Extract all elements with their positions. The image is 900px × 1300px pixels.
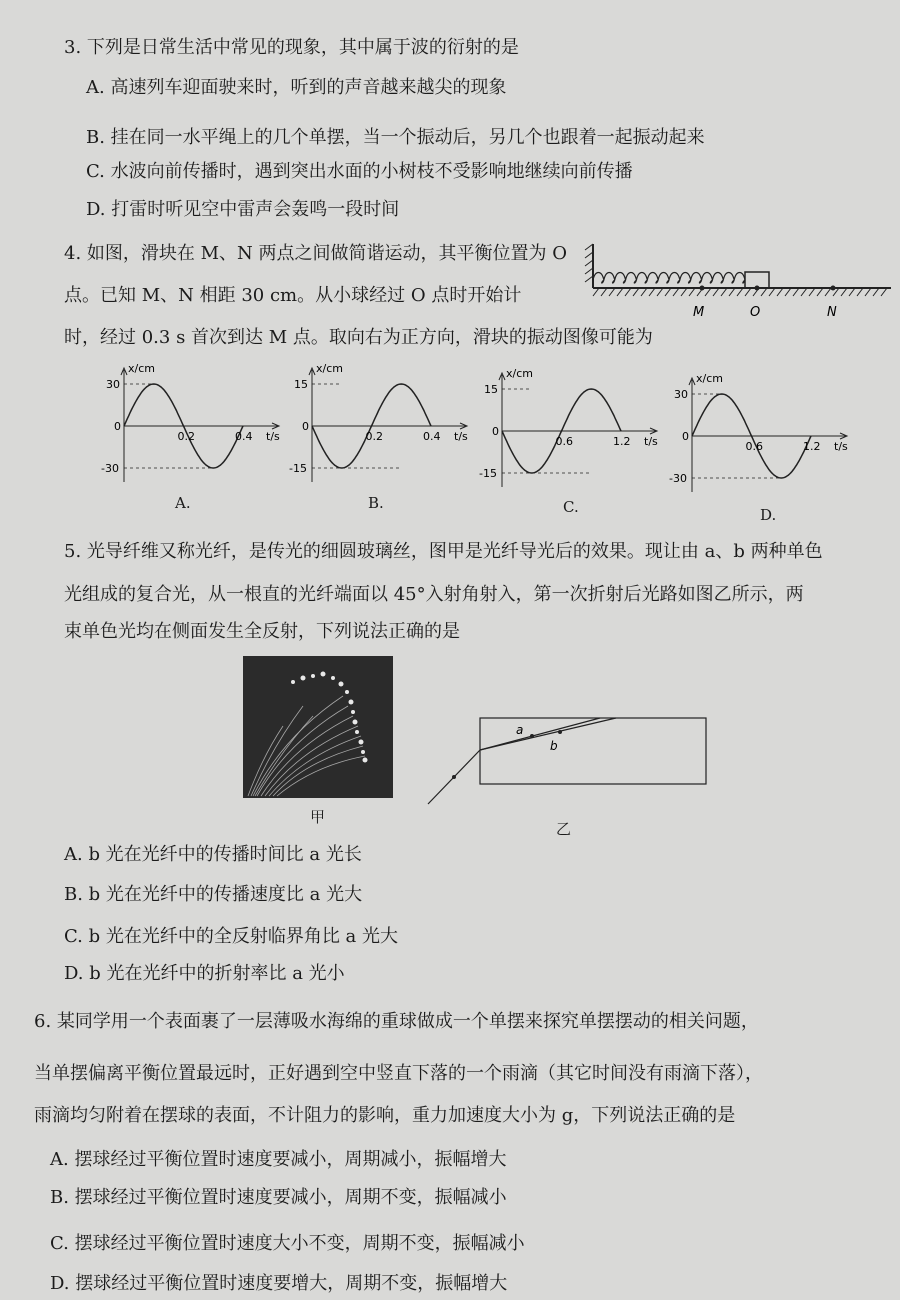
fiber-diagram-yi <box>420 712 720 807</box>
ytick-zero: 0 <box>492 425 499 438</box>
graph-a <box>101 360 287 490</box>
x-axis-label: t/s <box>834 440 848 453</box>
q5-stem-line1: 5. 光导纤维又称光纤，是传光的细圆玻璃丝，图甲是光纤导光后的效果。现让由 a、b 两种单色 <box>64 541 823 562</box>
ytick-top: 15 <box>294 378 308 391</box>
y-axis-label: x/cm <box>128 362 155 375</box>
point-n <box>831 286 836 291</box>
x-axis-label: t/s <box>266 430 280 443</box>
q6-stem-line3: 雨滴均匀附着在摆球的表面，不计阻力的影响，重力加速度大小为 g，下列说法正确的是 <box>34 1105 736 1126</box>
graph-b <box>289 360 475 490</box>
ytick-top: 15 <box>484 383 498 396</box>
xtick-end: 0.4 <box>235 430 253 443</box>
xtick-mid: 0.6 <box>745 440 763 453</box>
y-axis-label: x/cm <box>316 362 343 375</box>
q6-option-a: A. 摆球经过平衡位置时速度要减小，周期减小，振幅增大 <box>50 1149 507 1170</box>
q6-option-d: D. 摆球经过平衡位置时速度要增大，周期不变，振幅增大 <box>50 1273 508 1294</box>
q6-stem-line1: 6. 某同学用一个表面裹了一层薄吸水海绵的重球做成一个单摆来探究单摆摆动的相关问题， <box>34 1011 759 1032</box>
q3-option-d: D. 打雷时听见空中雷声会轰鸣一段时间 <box>86 199 400 220</box>
q5-option-d: D. b 光在光纤中的折射率比 a 光小 <box>64 963 345 984</box>
xtick-end: 0.4 <box>423 430 441 443</box>
graph-d-label: D. <box>760 506 777 524</box>
q4-stem-line3: 时，经过 0.3 s 首次到达 M 点。取向右为正方向，滑块的振动图像可能为 <box>64 327 653 348</box>
label-m: M <box>693 305 705 320</box>
ytick-top: 30 <box>106 378 120 391</box>
q4-stem-line2: 点。已知 M、N 相距 30 cm。从小球经过 O 点时开始计 <box>64 285 522 306</box>
x-axis-label: t/s <box>454 430 468 443</box>
graph-b-label: B. <box>368 494 384 512</box>
label-b: b <box>550 739 558 753</box>
xtick-end: 1.2 <box>613 435 631 448</box>
graph-a-label: A. <box>175 494 191 512</box>
graph-d <box>669 370 865 500</box>
y-axis-label: x/cm <box>696 372 723 385</box>
label-n: N <box>827 305 837 320</box>
q3-option-a: A. 高速列车迎面驶来时，听到的声音越来越尖的现象 <box>86 77 507 98</box>
q5-option-a: A. b 光在光纤中的传播时间比 a 光长 <box>64 844 362 865</box>
q6-stem-line2: 当单摆偏离平衡位置最远时，正好遇到空中竖直下落的一个雨滴（其它时间没有雨滴下落）， <box>34 1063 763 1084</box>
q5-option-b: B. b 光在光纤中的传播速度比 a 光大 <box>64 884 363 905</box>
point-o <box>755 286 760 291</box>
q4-stem-line1: 4. 如图，滑块在 M、N 两点之间做简谐运动，其平衡位置为 O <box>64 243 567 264</box>
ytick-zero: 0 <box>114 420 121 433</box>
ytick-zero: 0 <box>302 420 309 433</box>
q3-option-b: B. 挂在同一水平绳上的几个单摆，当一个振动后，另几个也跟着一起振动起来 <box>86 127 705 148</box>
ytick-top: 30 <box>674 388 688 401</box>
q5-stem-line3: 束单色光均在侧面发生全反射，下列说法正确的是 <box>64 621 460 642</box>
q6-option-c: C. 摆球经过平衡位置时速度大小不变，周期不变，振幅减小 <box>50 1233 525 1254</box>
q3-option-c: C. 水波向前传播时，遇到突出水面的小树枝不受影响地继续向前传播 <box>86 161 633 182</box>
x-axis-label: t/s <box>644 435 658 448</box>
ytick-bottom: -30 <box>669 472 687 485</box>
xtick-mid: 0.2 <box>365 430 383 443</box>
q3-stem: 3. 下列是日常生活中常见的现象，其中属于波的衍射的是 <box>64 37 519 58</box>
graph-c <box>479 365 665 495</box>
q5-stem-line2: 光组成的复合光，从一根直的光纤端面以 45°入射角射入，第一次折射后光路如图乙所示，两 <box>64 584 804 605</box>
ytick-bottom: -15 <box>289 462 307 475</box>
ytick-bottom: -30 <box>101 462 119 475</box>
fiber-photo-jia <box>243 656 393 798</box>
ytick-bottom: -15 <box>479 467 497 480</box>
xtick-mid: 0.2 <box>177 430 195 443</box>
y-axis-label: x/cm <box>506 367 533 380</box>
xtick-mid: 0.6 <box>555 435 573 448</box>
q5-option-c: C. b 光在光纤中的全反射临界角比 a 光大 <box>64 926 398 947</box>
ytick-zero: 0 <box>682 430 689 443</box>
fiber-rect <box>480 718 706 784</box>
point-m <box>700 286 705 291</box>
q6-option-b: B. 摆球经过平衡位置时速度要减小，周期不变，振幅减小 <box>50 1187 507 1208</box>
label-o: O <box>750 305 761 320</box>
spring-oscillator-figure <box>585 240 895 320</box>
ray-b <box>480 718 616 750</box>
graph-c-label: C. <box>563 498 579 516</box>
label-a: a <box>516 723 524 737</box>
xtick-end: 1.2 <box>803 440 821 453</box>
fig-yi-label: 乙 <box>556 820 572 838</box>
fig-jia-label: 甲 <box>310 808 326 826</box>
